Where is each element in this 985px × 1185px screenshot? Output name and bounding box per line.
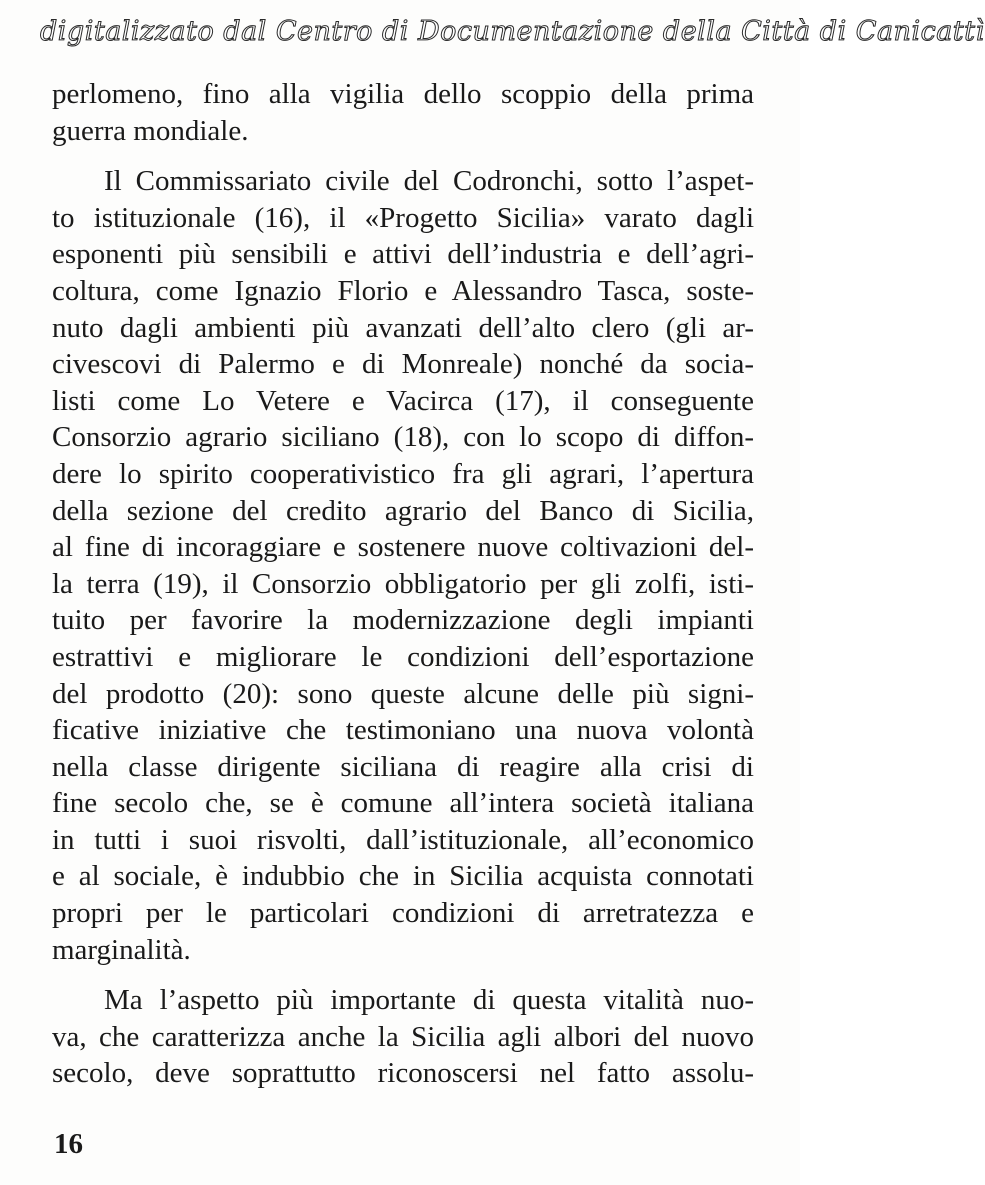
paragraph-2 <box>52 163 754 968</box>
body-text <box>52 76 754 1092</box>
text-line: guerra mondiale. <box>52 114 249 147</box>
text-line: del prodotto (20): sono queste alcune delle più signi- <box>52 677 754 710</box>
text-line: Il Commissariato civile del Codronchi, sotto l’aspet- <box>104 165 754 198</box>
text-line: to istituzionale (16), il «Progetto Sicilia» varato dagli <box>52 201 754 234</box>
digitization-watermark: digitalizzato dal Centro di Documentazione della Città di Canicattì <box>40 16 985 47</box>
paragraph-3 <box>52 982 754 1092</box>
text-line: fine secolo che, se è comune all’intera società italiana <box>52 787 754 820</box>
text-line: al fine di incoraggiare e sostenere nuove coltivazioni del- <box>52 531 754 564</box>
text-line: va, che caratterizza anche la Sicilia agli albori del nuovo <box>52 1020 754 1053</box>
text-line: propri per le particolari condizioni di arretratezza e <box>52 897 754 930</box>
text-line: e al sociale, è indubbio che in Sicilia acquista connotati <box>52 860 754 893</box>
text-line: ficative iniziative che testimoniano una nuova volontà <box>52 714 754 747</box>
text-line: coltura, come Ignazio Florio e Alessandro Tasca, soste- <box>52 274 754 307</box>
text-line: secolo, deve soprattutto riconoscersi nel fatto assolu- <box>52 1057 754 1090</box>
text-line: della sezione del credito agrario del Banco di Sicilia, <box>52 494 754 527</box>
text-line: marginalità. <box>52 933 191 966</box>
text-line: Ma l’aspetto più importante di questa vitalità nuo- <box>104 984 754 1017</box>
text-line: tuito per favorire la modernizzazione degli impianti <box>52 604 754 637</box>
text-line: esponenti più sensibili e attivi dell’industria e dell’agri- <box>52 238 754 271</box>
text-line: Consorzio agrario siciliano (18), con lo scopo di diffon- <box>52 421 754 454</box>
text-line: civescovi di Palermo e di Monreale) nonché da socia- <box>52 348 754 381</box>
text-line: dere lo spirito cooperativistico fra gli agrari, l’apertura <box>52 457 754 490</box>
text-line: nuto dagli ambienti più avanzati dell’alto clero (gli ar- <box>52 311 754 344</box>
text-line: perlomeno, fino alla vigilia dello scoppio della prima <box>52 78 754 110</box>
text-line: nella classe dirigente siciliana di reagire alla crisi di <box>52 750 754 783</box>
paragraph-1 <box>52 76 754 149</box>
text-line: estrattivi e migliorare le condizioni dell’esportazione <box>52 640 754 673</box>
text-line: listi come Lo Vetere e Vacirca (17), il conseguente <box>52 384 754 417</box>
text-line: in tutti i suoi risvolti, dall’istituzionale, all’economico <box>52 823 754 856</box>
text-line: la terra (19), il Consorzio obbligatorio per gli zolfi, isti- <box>52 567 754 600</box>
page-number: 16 <box>54 1128 83 1160</box>
